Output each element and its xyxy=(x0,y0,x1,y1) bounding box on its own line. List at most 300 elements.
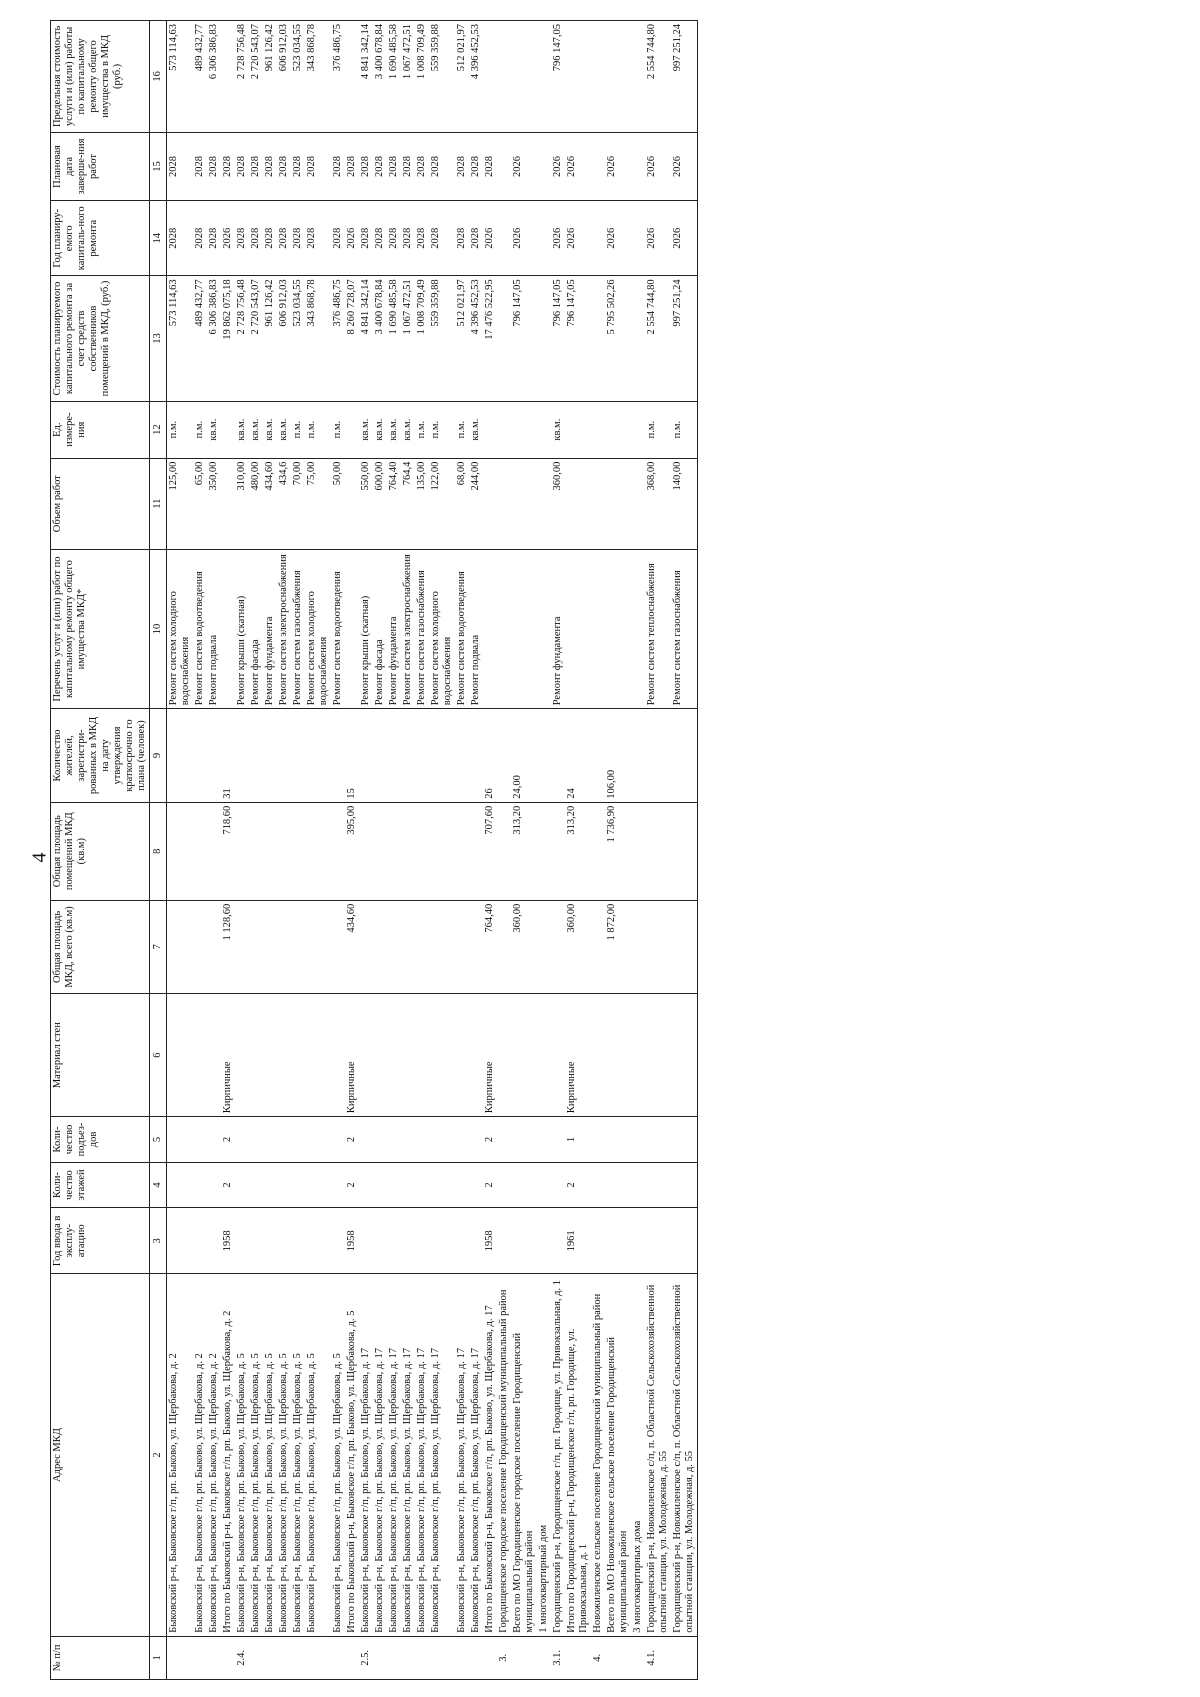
limit-cost-cell xyxy=(565,21,591,133)
limit-cost-cell: 1 690 485,58 xyxy=(387,21,401,133)
repair-year-cell: 2028 xyxy=(193,201,207,276)
premises-area-cell xyxy=(263,802,277,900)
repair-year-cell xyxy=(537,201,551,276)
wall-material-cell xyxy=(591,994,605,1117)
end-date-cell: 2028 xyxy=(277,132,291,200)
premises-area-cell: 313,20 xyxy=(565,802,591,900)
work-volume-cell: 600,00 xyxy=(373,458,387,549)
column-number: 10 xyxy=(150,549,167,709)
work-volume-cell xyxy=(631,458,645,549)
cost-cell: 343 868,78 xyxy=(305,276,331,401)
residents-cell xyxy=(497,709,511,802)
wall-material-cell xyxy=(167,994,194,1117)
work-list-cell: Ремонт систем газоснабжения xyxy=(291,549,305,709)
floors-cell xyxy=(387,1162,401,1208)
address-cell: Быковский р-н, Быковское г/п, рп. Быково, ул. Щербакова, д. 17 xyxy=(373,1274,387,1636)
wall-material-cell xyxy=(631,994,645,1117)
wall-material-cell xyxy=(671,994,698,1117)
year-cell xyxy=(415,1208,429,1274)
table-row xyxy=(511,21,537,1680)
work-list-cell: Ремонт фундамента xyxy=(387,549,401,709)
entrances-cell xyxy=(387,1117,401,1163)
premises-area-cell xyxy=(331,802,345,900)
column-number: 4 xyxy=(150,1162,167,1208)
floors-cell xyxy=(263,1162,277,1208)
residents-cell xyxy=(455,709,469,802)
address-cell: Быковский р-н, Быковское г/п, рп. Быково, ул. Щербакова, д. 17 xyxy=(401,1274,415,1636)
cost-cell: 559 359,88 xyxy=(429,276,455,401)
total-area-cell xyxy=(249,900,263,993)
residents-cell xyxy=(291,709,305,802)
row-number xyxy=(167,1636,194,1679)
floors-cell xyxy=(401,1162,415,1208)
cost-cell: 1 067 472,51 xyxy=(401,276,415,401)
residents-cell xyxy=(387,709,401,802)
premises-area-cell xyxy=(415,802,429,900)
cost-cell: 2 554 744,80 xyxy=(645,276,671,401)
repair-year-cell: 2028 xyxy=(207,201,221,276)
residents-cell xyxy=(167,709,194,802)
table-row xyxy=(469,21,483,1680)
end-date-cell: 2028 xyxy=(455,132,469,200)
header-cell: Коли-чество этажей xyxy=(51,1162,150,1208)
end-date-cell: 2028 xyxy=(193,132,207,200)
entrances-cell xyxy=(469,1117,483,1163)
limit-cost-cell: 961 126,42 xyxy=(263,21,277,133)
cost-cell: 796 147,05 xyxy=(565,276,591,401)
row-number xyxy=(331,1636,345,1679)
table-row xyxy=(359,21,373,1680)
table-row xyxy=(537,21,551,1680)
wall-material-cell xyxy=(415,994,429,1117)
wall-material-cell xyxy=(291,994,305,1117)
cost-cell: 796 147,05 xyxy=(511,276,537,401)
repair-year-cell: 2026 xyxy=(605,201,631,276)
work-volume-cell: 125,00 xyxy=(167,458,194,549)
cost-cell: 3 400 678,84 xyxy=(373,276,387,401)
premises-area-cell xyxy=(469,802,483,900)
limit-cost-cell: 2 720 543,07 xyxy=(249,21,263,133)
premises-area-cell: 707,60 xyxy=(483,802,497,900)
work-list-cell: Ремонт подвала xyxy=(469,549,483,709)
address-cell: Быковский р-н, Быковское г/п, рп. Быково, ул. Щербакова, д. 5 xyxy=(263,1274,277,1636)
limit-cost-cell: 6 306 386,83 xyxy=(207,21,221,133)
header-cell: Общая площадь МКД, всего (кв.м) xyxy=(51,900,150,993)
repair-year-cell: 2026 xyxy=(511,201,537,276)
premises-area-cell xyxy=(359,802,373,900)
unit-cell: кв.м. xyxy=(277,401,291,458)
row-number xyxy=(537,1636,551,1679)
work-volume-cell xyxy=(483,458,497,549)
year-cell xyxy=(249,1208,263,1274)
table-row xyxy=(331,21,345,1680)
row-number xyxy=(249,1636,263,1679)
limit-cost-cell: 606 912,03 xyxy=(277,21,291,133)
repair-year-cell: 2028 xyxy=(373,201,387,276)
wall-material-cell xyxy=(429,994,455,1117)
limit-cost-cell: 343 868,78 xyxy=(305,21,331,133)
residents-cell xyxy=(537,709,551,802)
repair-year-cell xyxy=(631,201,645,276)
header-cell: Год планиру-емого капиталь-ного ремонта xyxy=(51,201,150,276)
wall-material-cell: Кирпичные xyxy=(221,994,235,1117)
wall-material-cell xyxy=(263,994,277,1117)
end-date-cell: 2028 xyxy=(235,132,249,200)
cost-cell: 512 021,97 xyxy=(455,276,469,401)
table-row xyxy=(207,21,221,1680)
table-row xyxy=(193,21,207,1680)
unit-cell: п.м. xyxy=(331,401,345,458)
wall-material-cell xyxy=(537,994,551,1117)
premises-area-cell xyxy=(235,802,249,900)
unit-cell: п.м. xyxy=(429,401,455,458)
cost-cell: 606 912,03 xyxy=(277,276,291,401)
work-volume-cell xyxy=(537,458,551,549)
work-volume-cell: 360,00 xyxy=(551,458,565,549)
address-cell: Быковский р-н, Быковское г/п, рп. Быково, ул. Щербакова, д. 2 xyxy=(207,1274,221,1636)
limit-cost-cell: 523 034,55 xyxy=(291,21,305,133)
residents-cell xyxy=(235,709,249,802)
total-area-cell xyxy=(207,900,221,993)
work-list-cell xyxy=(565,549,591,709)
total-area-cell: 1 128,60 xyxy=(221,900,235,993)
repair-year-cell: 2028 xyxy=(263,201,277,276)
premises-area-cell: 718,60 xyxy=(221,802,235,900)
column-number: 6 xyxy=(150,994,167,1117)
year-cell xyxy=(511,1208,537,1274)
address-cell: Итого по Городищенский р-н, Городищенское г/п, рп. Городище, ул. Привокзальная, д. 1 xyxy=(565,1274,591,1636)
total-area-cell xyxy=(429,900,455,993)
wall-material-cell xyxy=(469,994,483,1117)
table-row xyxy=(671,21,698,1680)
unit-cell xyxy=(537,401,551,458)
end-date-cell xyxy=(591,132,605,200)
floors-cell xyxy=(591,1162,605,1208)
work-list-cell: Ремонт систем газоснабжения xyxy=(415,549,429,709)
cost-cell: 6 306 386,83 xyxy=(207,276,221,401)
repair-year-cell: 2028 xyxy=(469,201,483,276)
row-number xyxy=(263,1636,277,1679)
end-date-cell: 2028 xyxy=(401,132,415,200)
year-cell xyxy=(671,1208,698,1274)
cost-cell: 796 147,05 xyxy=(551,276,565,401)
total-area-cell xyxy=(537,900,551,993)
address-cell: Быковский р-н, Быковское г/п, рп. Быково, ул. Щербакова, д. 17 xyxy=(415,1274,429,1636)
end-date-cell: 2028 xyxy=(345,132,359,200)
wall-material-cell xyxy=(193,994,207,1117)
row-number xyxy=(469,1636,483,1679)
limit-cost-cell: 4 841 342,14 xyxy=(359,21,373,133)
year-cell xyxy=(235,1208,249,1274)
premises-area-cell xyxy=(401,802,415,900)
limit-cost-cell: 3 400 678,84 xyxy=(373,21,387,133)
entrances-cell xyxy=(591,1117,605,1163)
year-cell xyxy=(387,1208,401,1274)
cost-cell: 523 034,55 xyxy=(291,276,305,401)
work-list-cell: Ремонт систем холодного водоснабжения xyxy=(167,549,194,709)
cost-cell: 1 690 485,58 xyxy=(387,276,401,401)
end-date-cell: 2028 xyxy=(373,132,387,200)
column-number: 14 xyxy=(150,201,167,276)
row-number xyxy=(631,1636,645,1679)
wall-material-cell xyxy=(249,994,263,1117)
work-volume-cell: 65,00 xyxy=(193,458,207,549)
limit-cost-cell xyxy=(537,21,551,133)
premises-area-cell xyxy=(305,802,331,900)
unit-cell: кв.м. xyxy=(263,401,277,458)
cost-cell: 376 486,75 xyxy=(331,276,345,401)
total-area-cell xyxy=(193,900,207,993)
row-number xyxy=(415,1636,429,1679)
total-area-cell xyxy=(305,900,331,993)
address-cell: Быковский р-н, Быковское г/п, рп. Быково, ул. Щербакова, д. 5 xyxy=(277,1274,291,1636)
residents-cell: 106,00 xyxy=(605,709,631,802)
work-volume-cell xyxy=(511,458,537,549)
residents-cell: 31 xyxy=(221,709,235,802)
wall-material-cell xyxy=(387,994,401,1117)
floors-cell xyxy=(429,1162,455,1208)
row-number xyxy=(401,1636,415,1679)
row-number: 2.4. xyxy=(235,1636,249,1679)
unit-cell xyxy=(483,401,497,458)
work-list-cell: Ремонт систем газоснабжения xyxy=(671,549,698,709)
floors-cell xyxy=(249,1162,263,1208)
address-cell: Всего по МО Городищенское городское поселение Городищенский муниципальный район xyxy=(511,1274,537,1636)
row-number xyxy=(565,1636,591,1679)
table-row xyxy=(387,21,401,1680)
premises-area-cell xyxy=(537,802,551,900)
header-row xyxy=(51,21,150,1680)
work-list-cell: Ремонт систем водоотведения xyxy=(331,549,345,709)
premises-area-cell xyxy=(167,802,194,900)
repair-year-cell: 2028 xyxy=(235,201,249,276)
entrances-cell xyxy=(401,1117,415,1163)
table-row xyxy=(565,21,591,1680)
premises-area-cell xyxy=(193,802,207,900)
residents-cell xyxy=(331,709,345,802)
work-list-cell xyxy=(221,549,235,709)
year-cell xyxy=(291,1208,305,1274)
header-cell: Общая площадь помещений МКД (кв.м) xyxy=(51,802,150,900)
end-date-cell: 2028 xyxy=(387,132,401,200)
residents-cell xyxy=(551,709,565,802)
header-cell: Адрес МКД xyxy=(51,1274,150,1636)
entrances-cell xyxy=(415,1117,429,1163)
repair-year-cell: 2026 xyxy=(671,201,698,276)
entrances-cell xyxy=(235,1117,249,1163)
cost-cell: 19 862 075,18 xyxy=(221,276,235,401)
work-list-cell: Ремонт систем водоотведения xyxy=(455,549,469,709)
total-area-cell xyxy=(373,900,387,993)
repair-year-cell: 2028 xyxy=(291,201,305,276)
table-row xyxy=(605,21,631,1680)
table-row xyxy=(497,21,511,1680)
repair-year-cell: 2026 xyxy=(345,201,359,276)
work-volume-cell: 75,00 xyxy=(305,458,331,549)
limit-cost-cell: 2 728 756,48 xyxy=(235,21,249,133)
limit-cost-cell: 1 067 472,51 xyxy=(401,21,415,133)
repair-year-cell: 2028 xyxy=(305,201,331,276)
residents-cell xyxy=(193,709,207,802)
address-cell: Городищенский р-н, Новожиленское с/п, п. Областной Сельскохозяйственной опытной станции, ул. Молодежная, д. 55 xyxy=(645,1274,671,1636)
total-area-cell xyxy=(387,900,401,993)
repair-year-cell: 2028 xyxy=(249,201,263,276)
table-row xyxy=(483,21,497,1680)
address-cell: Городищенский р-н, Городищенское г/п, рп. Городище, ул. Привокзальная, д. 1 xyxy=(551,1274,565,1636)
limit-cost-cell: 573 114,63 xyxy=(167,21,194,133)
cost-cell xyxy=(591,276,605,401)
premises-area-cell xyxy=(277,802,291,900)
cost-cell: 4 841 342,14 xyxy=(359,276,373,401)
year-cell xyxy=(497,1208,511,1274)
address-cell: Быковский р-н, Быковское г/п, рп. Быково, ул. Щербакова, д. 17 xyxy=(359,1274,373,1636)
repair-year-cell: 2028 xyxy=(387,201,401,276)
unit-cell xyxy=(591,401,605,458)
work-list-cell: Ремонт фундамента xyxy=(263,549,277,709)
address-cell: Быковский р-н, Быковское г/п, рп. Быково, ул. Щербакова, д. 17 xyxy=(387,1274,401,1636)
row-number xyxy=(373,1636,387,1679)
unit-cell: кв.м. xyxy=(207,401,221,458)
floors-cell xyxy=(193,1162,207,1208)
year-cell: 1958 xyxy=(221,1208,235,1274)
total-area-cell xyxy=(401,900,415,993)
floors-cell xyxy=(305,1162,331,1208)
work-list-cell: Ремонт фасада xyxy=(249,549,263,709)
limit-cost-cell xyxy=(591,21,605,133)
table-row xyxy=(455,21,469,1680)
limit-cost-cell: 559 359,88 xyxy=(429,21,455,133)
entrances-cell xyxy=(429,1117,455,1163)
capital-repair-table-sheet xyxy=(50,20,1180,1680)
repair-year-cell: 2026 xyxy=(645,201,671,276)
column-number-row xyxy=(150,21,167,1680)
wall-material-cell xyxy=(373,994,387,1117)
row-number xyxy=(221,1636,235,1679)
work-list-cell xyxy=(605,549,631,709)
floors-cell xyxy=(373,1162,387,1208)
floors-cell xyxy=(331,1162,345,1208)
total-area-cell xyxy=(331,900,345,993)
address-cell: Быковский р-н, Быковское г/п, рп. Быково, ул. Щербакова, д. 5 xyxy=(331,1274,345,1636)
entrances-cell xyxy=(631,1117,645,1163)
year-cell xyxy=(263,1208,277,1274)
row-number xyxy=(277,1636,291,1679)
residents-cell: 24 xyxy=(565,709,591,802)
year-cell xyxy=(429,1208,455,1274)
table-row xyxy=(401,21,415,1680)
work-volume-cell: 350,00 xyxy=(207,458,221,549)
limit-cost-cell: 512 021,97 xyxy=(455,21,469,133)
address-cell: Городищенский р-н, Новожиленское с/п, п. Областной Сельскохозяйственной опытной станции, ул. Молодежная, д. 55 xyxy=(671,1274,698,1636)
residents-cell xyxy=(401,709,415,802)
wall-material-cell xyxy=(511,994,537,1117)
table-row xyxy=(631,21,645,1680)
end-date-cell: 2026 xyxy=(671,132,698,200)
premises-area-cell xyxy=(373,802,387,900)
column-number: 15 xyxy=(150,132,167,200)
entrances-cell xyxy=(167,1117,194,1163)
unit-cell: п.м. xyxy=(671,401,698,458)
unit-cell: п.м. xyxy=(455,401,469,458)
end-date-cell: 2028 xyxy=(331,132,345,200)
year-cell xyxy=(207,1208,221,1274)
row-number: 4. xyxy=(591,1636,605,1679)
address-cell: Итого по Быковский р-н, Быковское г/п, рп. Быково, ул. Щербакова, д. 5 xyxy=(345,1274,359,1636)
limit-cost-cell xyxy=(483,21,497,133)
end-date-cell: 2028 xyxy=(429,132,455,200)
entrances-cell xyxy=(331,1117,345,1163)
work-list-cell: Ремонт систем теплоснабжения xyxy=(645,549,671,709)
total-area-cell xyxy=(167,900,194,993)
row-number xyxy=(511,1636,537,1679)
header-cell: Ед. измере-ния xyxy=(51,401,150,458)
unit-cell: п.м. xyxy=(291,401,305,458)
repair-year-cell xyxy=(591,201,605,276)
header-cell: Количество жителей, зарегистри-рованных в МКД на дату утверждения краткосрочно го плана (человек) xyxy=(51,709,150,802)
total-area-cell xyxy=(671,900,698,993)
premises-area-cell: 313,20 xyxy=(511,802,537,900)
limit-cost-cell xyxy=(605,21,631,133)
unit-cell: п.м. xyxy=(415,401,429,458)
work-volume-cell: 550,00 xyxy=(359,458,373,549)
work-volume-cell: 140,00 xyxy=(671,458,698,549)
end-date-cell: 2028 xyxy=(359,132,373,200)
year-cell xyxy=(455,1208,469,1274)
floors-cell xyxy=(235,1162,249,1208)
wall-material-cell xyxy=(235,994,249,1117)
floors-cell: 2 xyxy=(483,1162,497,1208)
address-cell: Быковский р-н, Быковское г/п, рп. Быково, ул. Щербакова, д. 2 xyxy=(193,1274,207,1636)
entrances-cell xyxy=(455,1117,469,1163)
cost-cell: 1 008 709,49 xyxy=(415,276,429,401)
unit-cell: п.м. xyxy=(167,401,194,458)
address-cell: Быковский р-н, Быковское г/п, рп. Быково, ул. Щербакова, д. 5 xyxy=(305,1274,331,1636)
limit-cost-cell: 376 486,75 xyxy=(331,21,345,133)
cost-cell: 2 720 543,07 xyxy=(249,276,263,401)
year-cell xyxy=(373,1208,387,1274)
work-volume-cell: 68,00 xyxy=(455,458,469,549)
row-number xyxy=(429,1636,455,1679)
floors-cell xyxy=(415,1162,429,1208)
floors-cell xyxy=(207,1162,221,1208)
premises-area-cell xyxy=(551,802,565,900)
limit-cost-cell: 1 008 709,49 xyxy=(415,21,429,133)
work-volume-cell xyxy=(497,458,511,549)
column-number: 9 xyxy=(150,709,167,802)
residents-cell xyxy=(671,709,698,802)
premises-area-cell xyxy=(671,802,698,900)
year-cell xyxy=(645,1208,671,1274)
total-area-cell: 1 872,00 xyxy=(605,900,631,993)
year-cell xyxy=(605,1208,631,1274)
residents-cell xyxy=(305,709,331,802)
floors-cell xyxy=(551,1162,565,1208)
premises-area-cell xyxy=(497,802,511,900)
floors-cell xyxy=(511,1162,537,1208)
table-row xyxy=(645,21,671,1680)
work-volume-cell: 368,00 xyxy=(645,458,671,549)
end-date-cell: 2026 xyxy=(551,132,565,200)
premises-area-cell xyxy=(429,802,455,900)
work-list-cell xyxy=(537,549,551,709)
floors-cell xyxy=(469,1162,483,1208)
premises-area-cell xyxy=(387,802,401,900)
row-number xyxy=(605,1636,631,1679)
floors-cell: 2 xyxy=(345,1162,359,1208)
premises-area-cell xyxy=(591,802,605,900)
wall-material-cell xyxy=(207,994,221,1117)
repair-year-cell: 2028 xyxy=(401,201,415,276)
